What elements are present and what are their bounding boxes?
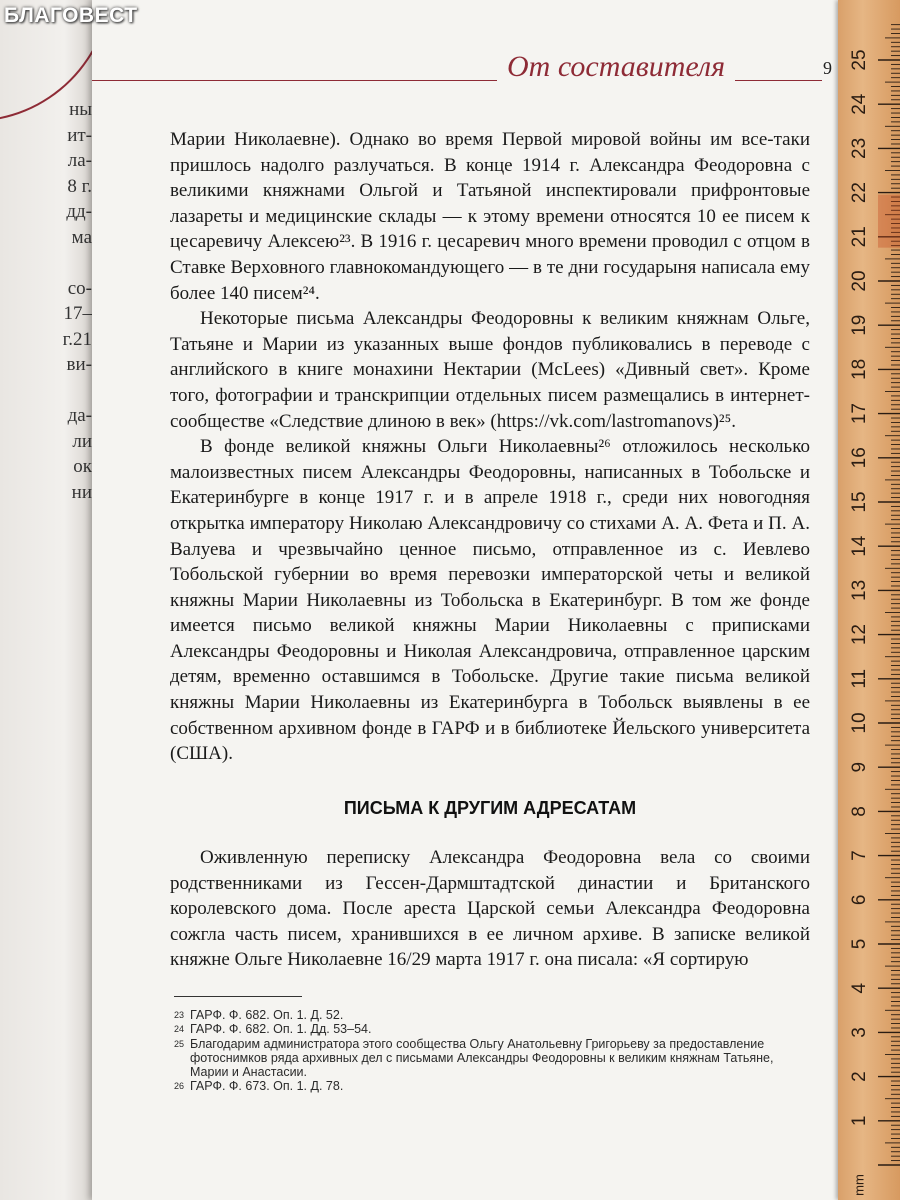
ruler-number: 15 (849, 491, 871, 513)
previous-page-line: да- (67, 405, 92, 426)
previous-page-line (2, 250, 92, 276)
previous-page-line: г.21 (62, 328, 92, 350)
ruler-number: 12 (849, 624, 871, 646)
running-header: От составителя (497, 50, 735, 84)
ruler-number: 18 (849, 358, 871, 380)
previous-page-line: ви- (66, 354, 92, 375)
section-heading: ПИСЬМА К ДРУГИМ АДРЕСАТАМ (343, 798, 637, 818)
ruler-number: 19 (849, 314, 871, 336)
ruler-scale (838, 0, 900, 1200)
ruler-number: 23 (849, 137, 871, 159)
ruler-number: 11 (849, 668, 871, 689)
previous-page-line: ли (72, 430, 92, 452)
ruler-number: 24 (849, 93, 871, 115)
footnote: 23 ГАРФ. Ф. 682. Оп. 1. Д. 52. (174, 1008, 344, 1022)
previous-page-line: ок (73, 456, 92, 477)
section-text (170, 845, 810, 973)
previous-page-text (2, 97, 92, 505)
previous-page-line: со- (67, 277, 92, 299)
ruler-number: 3 (849, 1027, 871, 1038)
ruler-number: 16 (849, 447, 871, 469)
footnote: 24 ГАРФ. Ф. 682. Оп. 1. Дд. 53–54. (174, 1022, 372, 1037)
previous-page-line: 17– (63, 303, 92, 324)
ruler-number: 2 (849, 1071, 871, 1082)
ruler-number: 22 (849, 182, 871, 204)
ruler-unit-label: mm (851, 1174, 867, 1196)
measuring-ruler (838, 0, 900, 1200)
ruler-number: 20 (849, 270, 871, 292)
previous-page-line (2, 378, 92, 404)
main-text (170, 127, 810, 767)
previous-page-line: 8 г. (67, 175, 92, 197)
previous-page-line: ла- (67, 150, 92, 171)
book-page (92, 0, 840, 1200)
footnote: 26 ГАРФ. Ф. 673. Оп. 1. Д. 78. (174, 1079, 344, 1094)
ruler-number: 1 (849, 1115, 871, 1127)
watermark-logo: БЛАГОВЕСТ (4, 4, 138, 27)
paragraph: В фонде великой княжны Ольги Николаевны²⁶ отложилось несколько малоизвестных писем Александры Феодоровны, написанных в Тобольске и Екатеринбурге в конце 1917 г. и в апреле 1918 г., среди них новогодняя открытка императору Николаю Александровичу со стихами А. А. Фета и П. А. Валуева и чрезвычайно ценное письмо, отправленное из с. Иевлево Тобольской губернии во время перевозки императорской четы и великой княжны Марии Николаевны из Тобольска в Екатеринбург. В том же фонде имеется письмо великой княжны Марии Николаевны с приписками Александры Феодоровны и Николая Александровича, отправленное царским детям, временно оставшимся в Тобольске. Другие такие письма великой княжны Марии Николаевны из Екатеринбурга в Тобольск выявлены в ее собственном архивном фонде в ГАРФ и в библиотеке Йельского университета (США). (170, 436, 810, 765)
ruler-number: 25 (849, 49, 871, 71)
previous-page-line: дд- (66, 201, 92, 222)
ruler-number: 10 (849, 712, 871, 734)
paragraph: Марии Николаевне). Однако во время Первой мировой войны им все-таки пришлось надолго разлучаться. В конце 1914 г. Александра Феодоровна с великими княжнами Ольгой и Татьяной инспектировали прифронтовые лазареты и медицинские склады — к этому времени относятся 10 ее писем к цесаревичу Алексею²³. В 1916 г. цесаревич много времени проводил с отцом в Ставке Верховного главнокомандующего — в те дни государыня написала ему более 140 писем²⁴. (170, 129, 810, 304)
page-number: 9 (820, 58, 835, 79)
ruler-number: 9 (849, 761, 871, 773)
ruler-number: 21 (849, 226, 871, 248)
previous-page (0, 0, 92, 1200)
footnote: 25 Благодарим администратора этого сообщества Ольгу Анатольевну Григорьеву за предоставление фотоснимков ряда архивных дел с письмами Александры Феодоровны к великим княжнам Татьяне, Марии и Анастасии. (174, 1036, 774, 1080)
ruler-number: 17 (849, 403, 871, 425)
previous-page-line: ни (71, 481, 92, 503)
ruler-number: 4 (849, 982, 871, 994)
ruler-number: 5 (849, 938, 871, 950)
previous-page-line: ны (69, 99, 92, 120)
ruler-number: 13 (849, 579, 871, 601)
footnote-rule (174, 996, 302, 997)
previous-page-line: ма (71, 226, 92, 248)
previous-page-line: ит- (67, 124, 92, 146)
footnotes (174, 1008, 810, 1094)
ruler-number: 14 (849, 535, 871, 557)
ruler-number: 6 (849, 894, 871, 906)
paragraph: Некоторые письма Александры Феодоровны к великим княжнам Ольге, Татьяне и Марии из указанных выше фондов публиковались в переводе с английского в книге монахини Нектарии (McLees) «Дивный свет». Кроме того, фотографии и транскрипции отдельных писем размещались в интернет-сообществе «Следствие длиною в век» (https://vk.com/lastromanovs)²⁵. (170, 308, 810, 432)
paragraph: Оживленную переписку Александра Феодоровна вела со своими родственниками из Гессен-Дармштадтской династии и Британского королевского дома. После ареста Царской семьи Александра Феодоровна сожгла часть писем, хранившихся в ее личном архиве. В записке великой княжне Ольге Николаевне 16/29 марта 1917 г. она писала: «Я сортирую (170, 847, 810, 971)
ruler-number: 8 (849, 806, 871, 817)
ruler-highlight (878, 195, 900, 248)
ruler-number: 7 (849, 850, 871, 861)
